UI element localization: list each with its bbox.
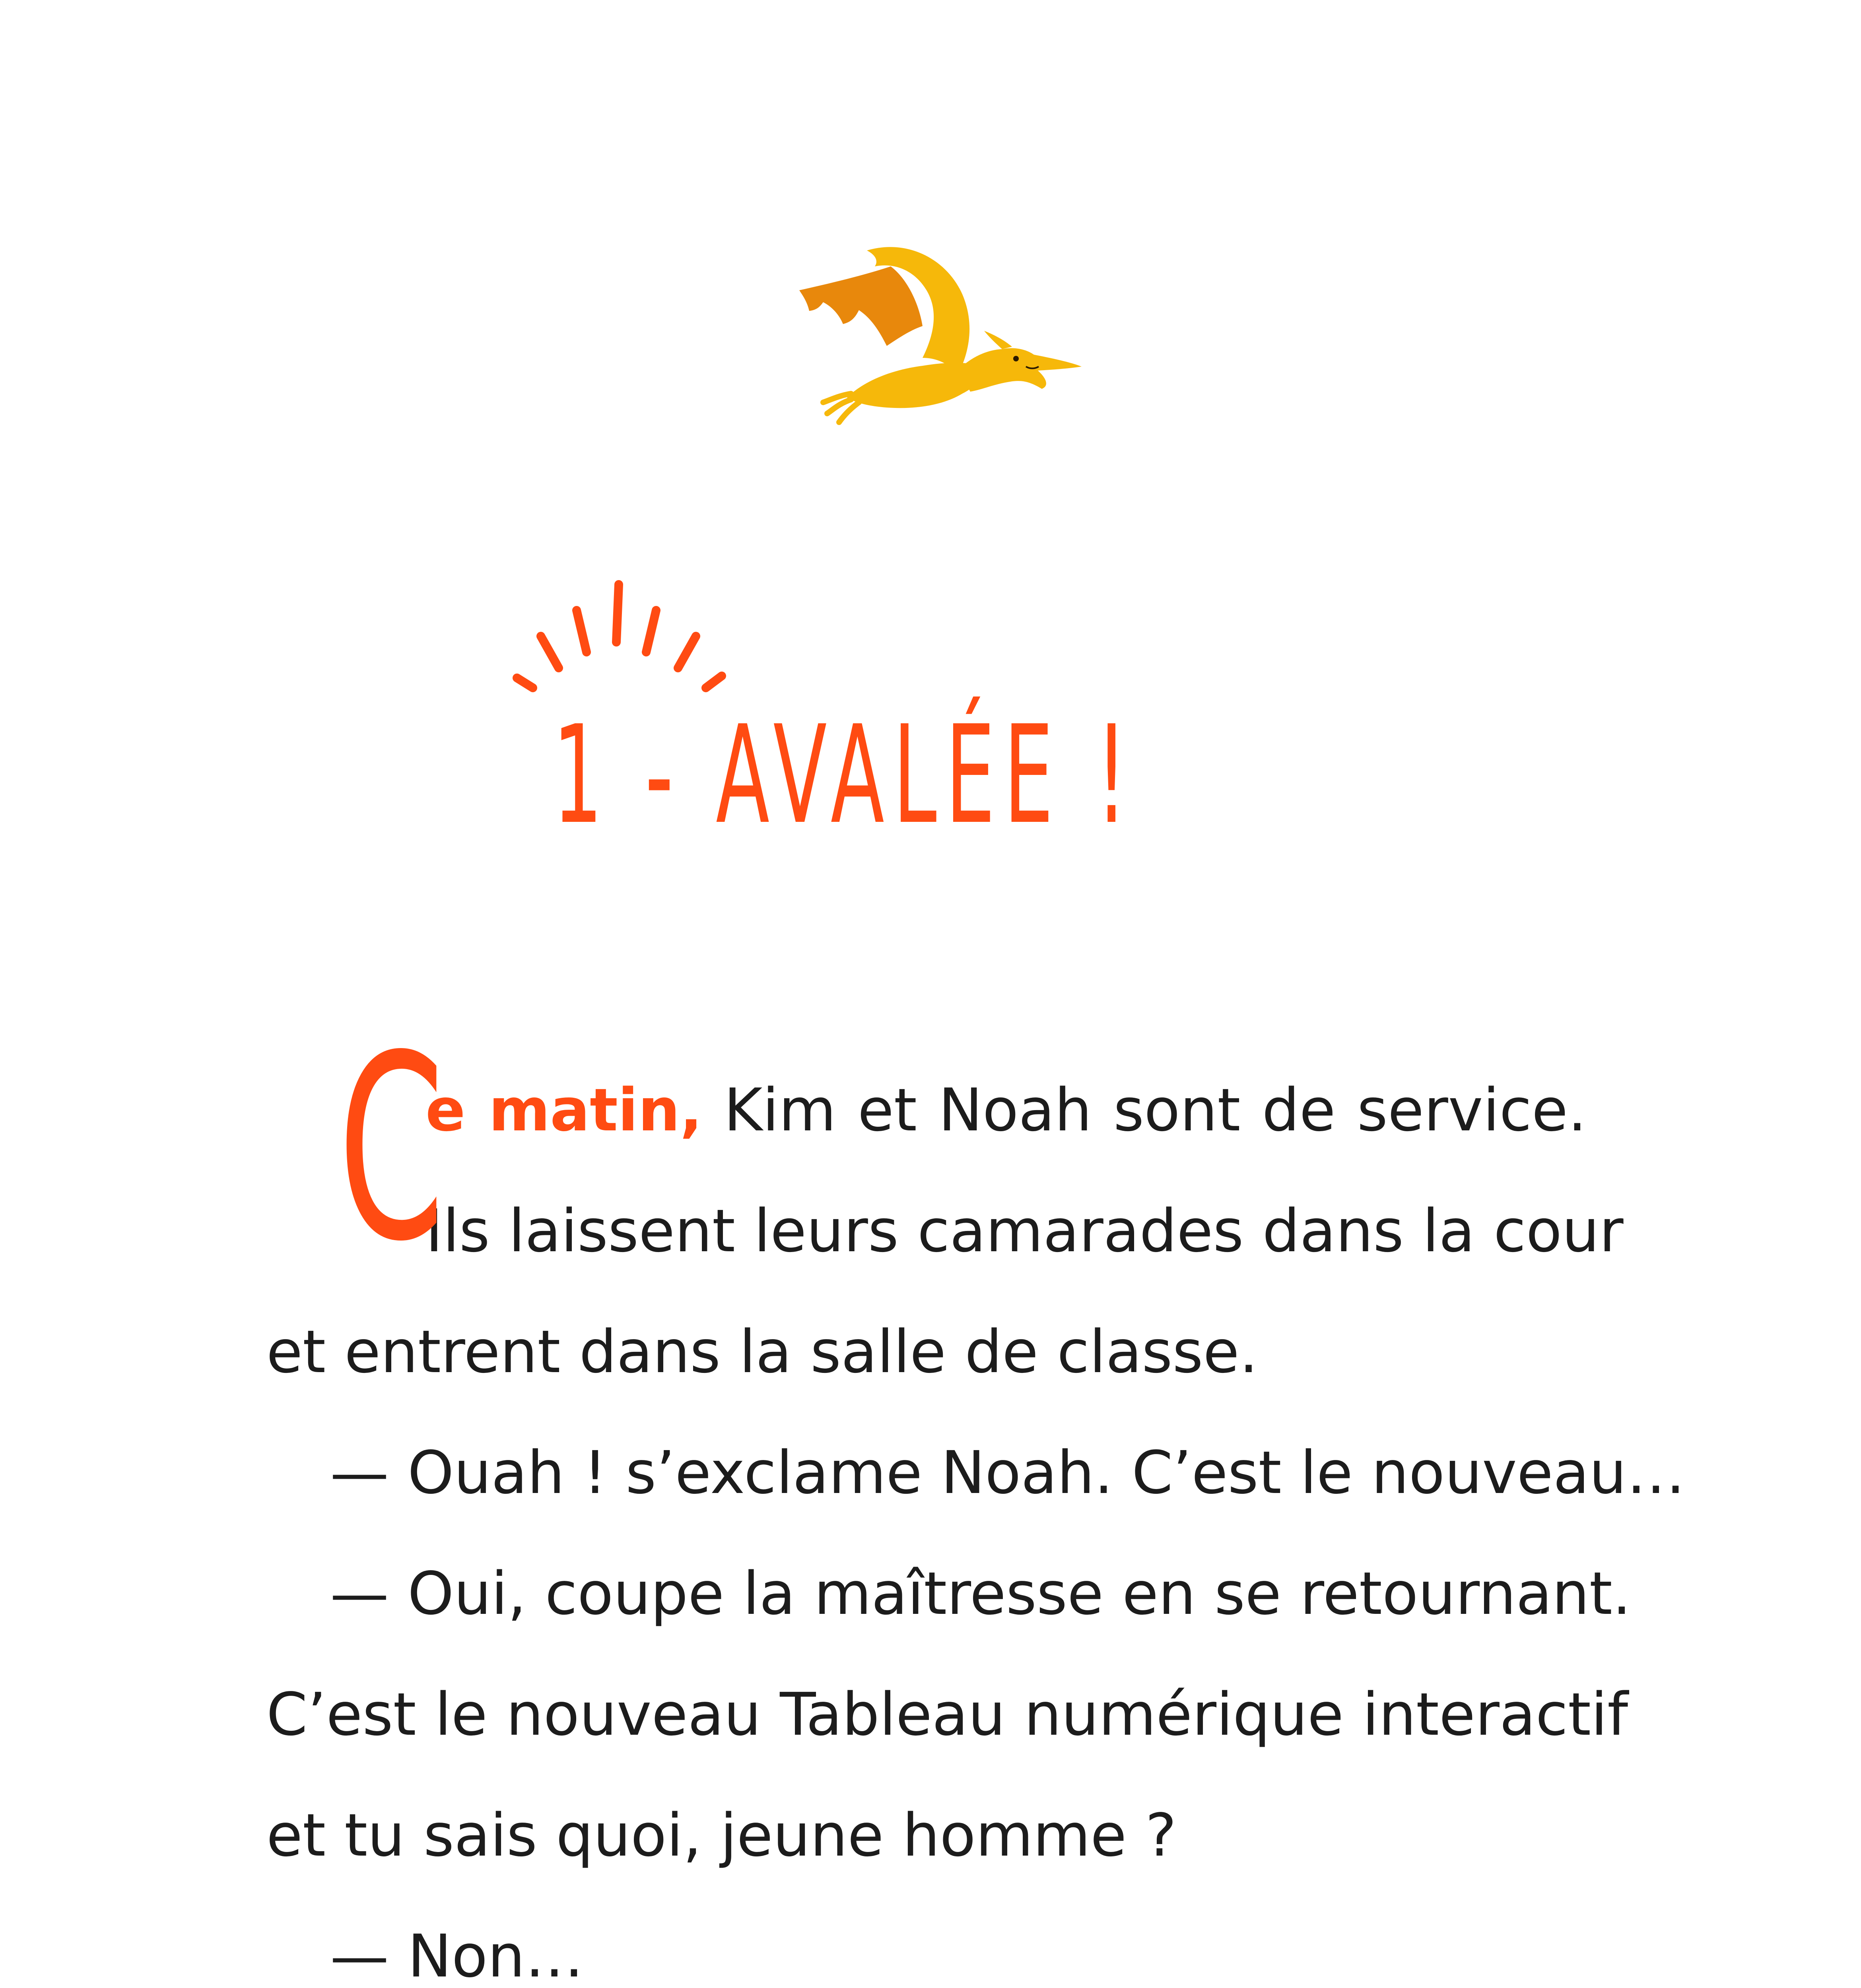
dialogue-line: et tu sais quoi, jeune homme ?: [266, 1801, 1177, 1870]
chapter-title: 1 - AVALÉE !: [553, 697, 1136, 854]
line-1-rest: Kim et Noah sont de service.: [724, 1076, 1587, 1144]
paragraph-line-2: Ils laissent leurs camarades dans la cour: [425, 1197, 1624, 1265]
drop-cap: C: [338, 1001, 445, 1297]
dialogue-line: — Ouah ! s’exclame Noah. C’est le nouveau…: [330, 1439, 1686, 1507]
pterodactyl-icon: [787, 243, 1090, 441]
dialogue-line: C’est le nouveau Tableau numérique interactif: [266, 1680, 1628, 1749]
dialogue-line: — Oui, coupe la maîtresse en se retournant.: [330, 1559, 1631, 1628]
paragraph-line-3: et entrent dans la salle de classe.: [266, 1318, 1258, 1386]
dialogue-line: — Non…: [330, 1922, 584, 1988]
lead-in: e matin,: [425, 1076, 703, 1144]
paragraph-line-1: [266, 1050, 1587, 1171]
body-text: [266, 1001, 1686, 1988]
